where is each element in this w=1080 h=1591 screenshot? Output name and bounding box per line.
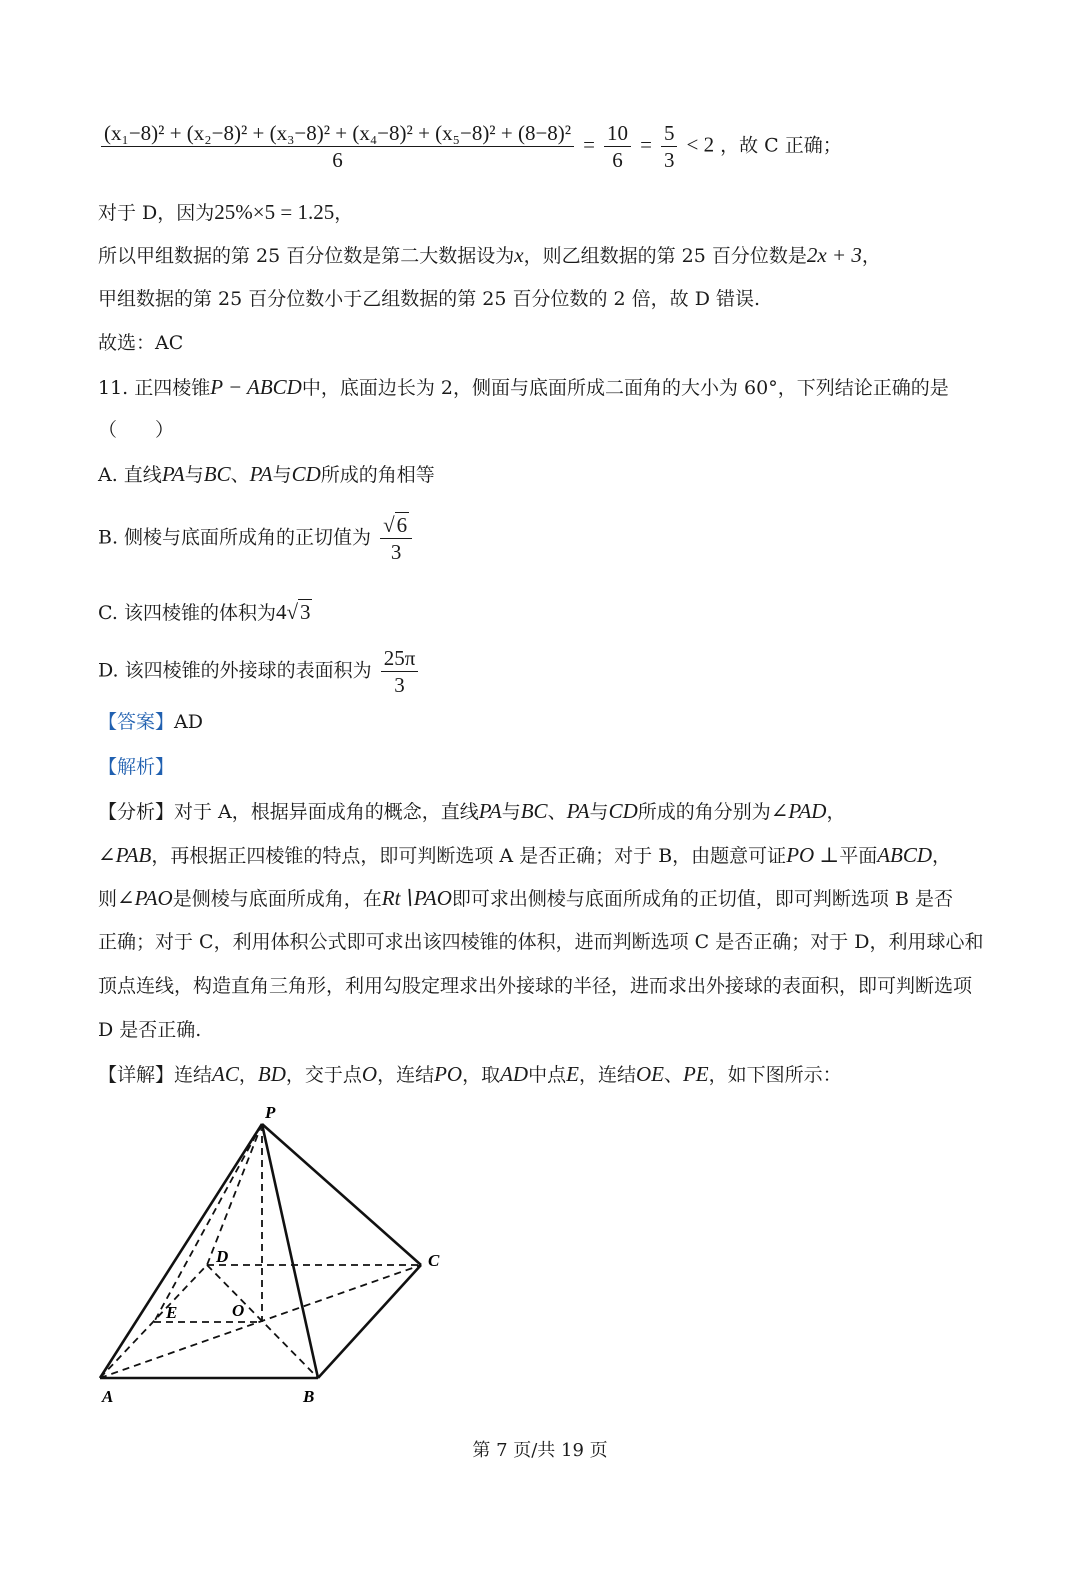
analysis-line-4: 正确；对于 C，利用体积公式即可求出该四棱锥的体积，进而判断选项 C 是否正确；对于 D，利用球心和 xyxy=(98,931,984,953)
math-expression: ∠PAO xyxy=(117,886,173,910)
math-variable: BD xyxy=(257,1062,286,1086)
text: 所成的角相等 xyxy=(320,464,435,486)
fraction-10-6-den: 6 xyxy=(612,148,623,172)
math-variable: PA xyxy=(249,462,273,486)
text: 即可求出侧棱与底面所成角的正切值，即可判断选项 B 是否 xyxy=(451,888,953,910)
radicand: 3 xyxy=(299,600,311,624)
text: 中，底面边长为 2，侧面与底面所成二面角的大小为 60°，下列结论正确的是 xyxy=(301,377,949,399)
math-variable: AC xyxy=(212,1062,239,1086)
text: 所以甲组数据的第 25 百分位数是第二大数据设为 xyxy=(98,245,515,267)
math-variable: ABCD xyxy=(877,843,933,867)
text: 对于 D，因为 xyxy=(98,202,215,224)
text: A. 直线 xyxy=(98,464,162,486)
math-expression: P − ABCD xyxy=(210,375,302,399)
text: 、 xyxy=(547,801,567,823)
text: 所成的角分别为 xyxy=(637,801,771,823)
text: ， xyxy=(334,202,354,224)
variance-conclusion: ，故 C 正确； xyxy=(720,134,842,157)
answer-label: 【答案】 xyxy=(98,711,175,733)
edge-pb xyxy=(262,1124,318,1378)
text: 与 xyxy=(272,464,292,486)
option-c: C. 该四棱锥的体积为4√3 xyxy=(98,600,311,624)
math-variable: PA xyxy=(161,462,185,486)
text: ，连结 xyxy=(377,1064,435,1086)
text: D. 该四棱锥的外接球的表面积为 xyxy=(98,659,372,682)
label-a: A xyxy=(102,1387,114,1406)
option-b-numerator: √6 xyxy=(380,512,412,539)
math-variable: PA xyxy=(478,799,502,823)
less-than-two: < 2 xyxy=(686,132,715,157)
radicand: 6 xyxy=(396,513,408,537)
coefficient: 4 xyxy=(275,600,287,624)
variance-denominator: 6 xyxy=(332,148,343,172)
text: ， xyxy=(861,245,881,267)
text: 、 xyxy=(663,1064,683,1086)
math-variable: AD xyxy=(500,1062,529,1086)
math-expression: 2x + 3 xyxy=(806,243,862,267)
text: 与 xyxy=(184,464,204,486)
text: ，如下图所示： xyxy=(708,1064,842,1086)
math-expression: 25%×5 = 1.25 xyxy=(214,200,335,224)
text: 中点 xyxy=(528,1064,567,1086)
label-b: B xyxy=(303,1387,315,1406)
option-d-numerator: 25π xyxy=(381,645,419,672)
edge-pd xyxy=(207,1124,262,1265)
text: 与 xyxy=(589,801,609,823)
math-variable: CD xyxy=(291,462,321,486)
choose-line: 故选：AC xyxy=(98,332,184,354)
text: 【详解】连结 xyxy=(98,1064,213,1086)
text: 11. 正四棱锥 xyxy=(98,377,211,399)
variance-numerator: (x₁−8)² + (x₂−8)² + (x₃−8)² + (x₄−8)² + (x₅−8)² + (8−8)² xyxy=(101,120,574,147)
text: ， xyxy=(932,845,952,867)
analysis-line-5: 顶点连线，构造直角三角形，利用勾股定理求出外接球的半径，进而求出外接球的表面积，即可判断选项 xyxy=(98,975,973,997)
variance-formula-line: $\frac{\text{(x₁−8)² + (x₂−8)² + (x₃−8)² + (x₄−8)² + (x₅−8)² + (8−8)²}}{6}$ = $\frac{10}{6}$ = $\frac{5}{3}$ < 2 ，故 C 正确； xyxy=(98,120,842,173)
text: ，取 xyxy=(462,1064,501,1086)
math-expression: ∠PAB xyxy=(98,843,152,867)
text: 是侧棱与底面所成角，在 xyxy=(172,888,382,910)
text: 与 xyxy=(501,801,521,823)
dashed-edges xyxy=(100,1124,421,1378)
text: ， xyxy=(826,801,846,823)
solid-edges xyxy=(100,1124,421,1378)
diag-ac xyxy=(100,1265,421,1378)
text: C. 该四棱锥的体积为 xyxy=(98,602,276,624)
math-variable: OE xyxy=(635,1062,664,1086)
text: ，再根据正四棱锥的特点，即可判断选项 A 是否正确；对于 B，由题意可证 xyxy=(151,845,787,867)
text: 平面 xyxy=(839,845,878,867)
math-variable: E xyxy=(566,1062,579,1086)
math-expression: ∠PAD xyxy=(770,799,827,823)
label-o: O xyxy=(232,1301,245,1320)
text: B. 侧棱与底面所成角的正切值为 xyxy=(98,526,372,549)
analysis-line-6: D 是否正确. xyxy=(98,1019,202,1041)
edge-pc xyxy=(262,1124,421,1265)
text: ， xyxy=(238,1064,258,1086)
math-expression: PO ⊥ xyxy=(786,843,840,867)
answer-value: AD xyxy=(174,711,203,733)
text: 【分析】对于 A，根据异面成角的概念，直线 xyxy=(98,801,479,823)
page-footer: 第 7 页/共 19 页 xyxy=(472,1440,608,1461)
math-variable: x xyxy=(514,243,524,267)
label-p: P xyxy=(265,1103,276,1122)
text: 、 xyxy=(230,464,250,486)
text: ，则乙组数据的第 25 百分位数是 xyxy=(523,245,807,267)
math-variable: PE xyxy=(682,1062,709,1086)
fraction-10-6-num: 10 xyxy=(604,120,631,147)
edge-pa xyxy=(100,1124,262,1378)
fraction-5-3-num: 5 xyxy=(661,120,678,147)
text: ，连结 xyxy=(578,1064,636,1086)
text: 则 xyxy=(98,888,118,910)
fraction-5-3-den: 3 xyxy=(663,148,675,172)
segment-pe xyxy=(154,1124,262,1322)
edge-bc xyxy=(318,1265,421,1378)
math-expression: Rt∖PAO xyxy=(381,886,452,910)
d-analysis-line-3: 甲组数据的第 25 百分位数小于乙组数据的第 25 百分位数的 2 倍，故 D 错误. xyxy=(98,288,761,310)
math-variable: BC xyxy=(520,799,548,823)
math-variable: PA xyxy=(566,799,590,823)
math-variable: PO xyxy=(434,1062,463,1086)
question-11-paren: （ ） xyxy=(98,419,175,441)
label-c: C xyxy=(428,1251,440,1270)
option-d-denominator: 3 xyxy=(394,673,405,697)
math-variable: BC xyxy=(203,462,231,486)
option-b-denominator: 3 xyxy=(390,540,402,564)
math-variable: O xyxy=(361,1062,378,1086)
analysis-label: 【解析】 xyxy=(98,756,175,778)
label-e: E xyxy=(166,1303,178,1322)
math-variable: CD xyxy=(608,799,638,823)
label-d: D xyxy=(216,1247,229,1266)
text: ，交于点 xyxy=(285,1064,362,1086)
